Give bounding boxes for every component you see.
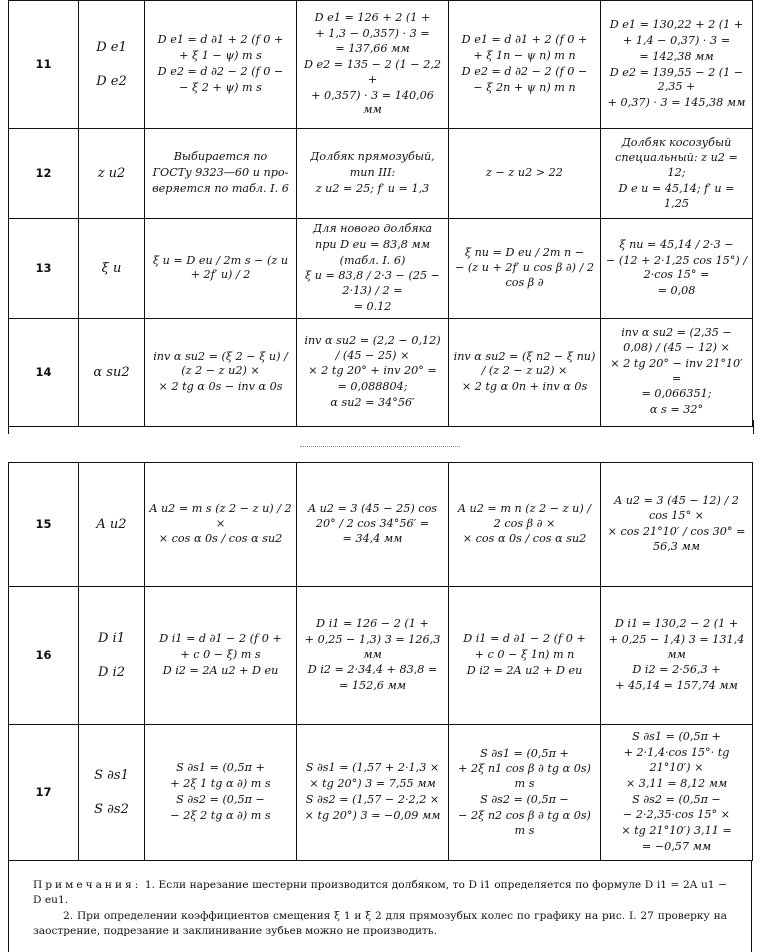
table-continuation — [8, 420, 754, 434]
formula-cell-col3 — [449, 725, 601, 861]
formula-line: D i1 = 126 − 2 (1 + — [316, 617, 429, 631]
formula-line: ГОСТу 9323—60 и про- — [152, 166, 289, 180]
formula-line: ξ nu = D eu / 2m n − — [464, 245, 585, 259]
table-row — [9, 587, 753, 725]
symbol-label: α su2 — [93, 364, 130, 380]
formula-line: z u2 = 25; f′ u = 1,3 — [315, 181, 430, 195]
formula-line: × tg 20°) 3 = −0,09 мм — [304, 808, 441, 822]
row-symbol — [79, 219, 145, 319]
formula-line: Для нового долбяка — [312, 222, 432, 235]
row-symbol — [79, 587, 145, 725]
formula-cell-col4 — [601, 587, 753, 725]
formula-line: inv α su2 = (ξ 2 − ξ u) / (z 2 − z u2) × — [153, 349, 288, 378]
formula-line: × 3,11 = 8,12 мм — [625, 776, 728, 790]
formula-line: inv α su2 = (2,35 − 0,08) / (45 − 12) × — [621, 326, 732, 355]
formula-line: + 1,4 − 0,37) · 3 = — [622, 33, 731, 47]
formula-line: веряется по табл. I. 6 — [152, 181, 289, 195]
formula-line: при D eu = 83,8 мм — [315, 237, 430, 251]
formula-line: × tg 20°) 3 = 7,55 мм — [309, 777, 436, 791]
table-row — [9, 1, 753, 129]
formula-line: = 0,088804; — [337, 380, 408, 394]
formula-line: = −0,57 мм — [641, 839, 712, 853]
symbol-label: ξ u — [101, 260, 122, 276]
symbol-label: z u2 — [97, 165, 126, 181]
formula-line: D e2 = 135 − 2 (1 − 2,2 + — [303, 58, 442, 86]
formula-line: + ξ 1n − ψ n) m n — [473, 49, 576, 63]
formula-cell-col3 — [449, 463, 601, 587]
formula-line: Долбяк прямозубый, — [310, 150, 435, 164]
formula-line: + 45,14 = 157,74 мм — [615, 679, 738, 693]
formula-line: D e u = 45,14; f′ u = 1,25 — [618, 181, 735, 210]
formula-line: D i2 = 2·56,3 + — [632, 663, 721, 677]
formula-line: × cos α 0s / cos α su2 — [158, 532, 283, 546]
row-symbol — [79, 318, 145, 426]
formula-cell-col4 — [601, 725, 753, 861]
formula-line: − (z u + 2f′ u cos β ∂) / 2 cos β ∂ — [454, 261, 595, 290]
formula-line: S ∂s2 = (0,5π − — [176, 793, 265, 806]
formula-line: ξ u = D eu / 2m s − (z u + 2f′ u) / 2 — [152, 253, 289, 282]
formula-cell-col1 — [145, 219, 297, 319]
formula-line: × 2 tg α 0n + inv α 0s — [461, 380, 588, 394]
formula-cell-col4 — [601, 318, 753, 426]
formula-line: × tg 21°10′) 3,11 = — [621, 824, 732, 838]
formula-line: + 2ξ 1 tg α ∂) m s — [170, 777, 271, 791]
formula-line: специальный: z u2 = 12; — [615, 151, 738, 180]
table-row — [9, 219, 753, 319]
formula-cell-col1 — [145, 318, 297, 426]
table-row — [9, 318, 753, 426]
formula-line: S ∂s1 = (0,5π + — [176, 761, 265, 775]
formula-line: D e2 = d ∂2 − 2 (f 0 − — [461, 65, 588, 78]
formula-cell-col1 — [145, 129, 297, 219]
formula-line: + 0,357) · 3 = 140,06 мм — [311, 88, 434, 117]
formula-line: (табл. I. 6) — [339, 253, 406, 267]
formula-line: ξ nu = 45,14 / 2·3 − — [619, 237, 734, 251]
formula-cell-col3 — [449, 129, 601, 219]
notes-title: Примечания: — [33, 879, 142, 891]
formula-line: A u2 = m n (z 2 − z u) / 2 cos β ∂ × — [457, 501, 592, 530]
formula-line: D e2 = 139,55 − 2 (1 − 2,35 + — [609, 65, 744, 94]
row-symbol — [79, 725, 145, 861]
table-row — [9, 725, 753, 861]
formula-cell-col1 — [145, 587, 297, 725]
calculation-table-top — [8, 0, 753, 427]
formula-line: S ∂s1 = (0,5π + — [632, 730, 721, 744]
formula-line: + 0,25 − 1,4) 3 = 131,4 мм — [608, 632, 745, 661]
formula-cell-col4 — [601, 1, 753, 129]
formula-line: A u2 = 3 (45 − 12) / 2 cos 15° × — [614, 494, 739, 523]
formula-line: − 2ξ 2 tg α ∂) m s — [170, 808, 271, 822]
calculation-table-bottom — [8, 462, 753, 861]
formula-line: × cos 21°10′ / cos 30° = 56,3 мм — [607, 525, 746, 553]
formula-cell-col4 — [601, 219, 753, 319]
formula-line: inv α su2 = (ξ n2 − ξ nu) / (z 2 − z u2) × — [453, 349, 596, 378]
formula-line: + ξ 1 − ψ) m s — [179, 49, 262, 63]
formula-line: − ξ 2n + ψ n) m n — [473, 80, 576, 94]
formula-line: D i1 = 130,2 − 2 (1 + — [614, 617, 739, 631]
row-number: 16 — [9, 587, 79, 725]
formula-line: + 1,3 − 0,357) · 3 = — [315, 26, 430, 40]
formula-cell-col2 — [297, 725, 449, 861]
formula-line: − ξ 2 + ψ) m s — [179, 80, 262, 94]
formula-line: z − z u2 > 22 — [486, 166, 563, 180]
formula-line: + c 0 − ξ 1n) m n — [474, 648, 575, 662]
formula-line: × 2 tg α 0s − inv α 0s — [158, 380, 283, 394]
formula-cell-col1 — [145, 725, 297, 861]
formula-cell-col4 — [601, 129, 753, 219]
row-number: 14 — [9, 318, 79, 426]
formula-line: A u2 = 3 (45 − 25) cos 20° / 2 cos 34°56′ = — [307, 501, 438, 530]
formula-line: = 0.12 — [353, 299, 392, 313]
note-1 — [33, 878, 727, 909]
formula-line: × 2 tg 20° − inv 21°10′ = — [610, 356, 743, 385]
formula-line: − 2·2,35·cos 15° × — [622, 808, 731, 822]
row-number: 12 — [9, 129, 79, 219]
formula-line: − 2ξ n2 cos β ∂ tg α 0s) m s — [458, 808, 591, 837]
formula-line: + 2·1,4·cos 15°· tg 21°10′) × — [623, 746, 730, 774]
formula-cell-col1 — [145, 1, 297, 129]
row-number: 15 — [9, 463, 79, 587]
formula-line: D e1 = 126 + 2 (1 + — [314, 10, 431, 24]
table-row — [9, 463, 753, 587]
symbol-label: D e2 — [96, 73, 127, 89]
formula-line: S ∂s2 = (0,5π − — [480, 793, 569, 806]
formula-line: inv α su2 = (2,2 − 0,12) / (45 − 25) × — [304, 333, 441, 362]
formula-cell-col2 — [297, 463, 449, 587]
formula-cell-col2 — [297, 587, 449, 725]
symbol-label: D i1 — [98, 631, 125, 647]
symbol-label: A u2 — [96, 516, 127, 532]
row-number: 11 — [9, 1, 79, 129]
row-number: 13 — [9, 219, 79, 319]
row-symbol — [79, 1, 145, 129]
formula-line: α su2 = 34°56′ — [330, 395, 415, 409]
symbol-label: D e1 — [96, 40, 127, 56]
formula-line: D e1 = d ∂1 + 2 (f 0 + — [157, 33, 284, 47]
formula-line: + 2ξ n1 cos β ∂ tg α 0s) m s — [458, 762, 591, 791]
formula-line: + 0,37) · 3 = 145,38 мм — [607, 96, 746, 110]
formula-line: тип III: — [349, 166, 396, 180]
formula-cell-col3 — [449, 318, 601, 426]
formula-line: S ∂s1 = (0,5π + — [480, 746, 569, 760]
formula-line: = 137,66 мм — [335, 42, 410, 56]
formula-cell-col3 — [449, 587, 601, 725]
formula-line: = 0,066351; — [641, 387, 712, 401]
row-symbol — [79, 463, 145, 587]
formula-line: α s = 32° — [649, 403, 704, 417]
formula-line: S ∂s1 = (1,57 + 2·1,3 × — [305, 761, 440, 775]
formula-line: = 152,6 мм — [338, 679, 407, 693]
formula-cell-col3 — [449, 219, 601, 319]
formula-line: − (12 + 2·1,25 cos 15°) / 2·cos 15° = — [606, 253, 747, 282]
formula-line: D i1 = d ∂1 − 2 (f 0 + — [159, 632, 282, 646]
formula-line: Долбяк косозубый — [621, 135, 732, 149]
formula-line: D i2 = 2A u2 + D eu — [466, 663, 583, 677]
symbol-label: D i2 — [98, 664, 125, 680]
formula-line: Выбирается по — [173, 150, 268, 164]
formula-line: A u2 = m s (z 2 − z u) / 2 × — [149, 501, 292, 530]
note-1-text: 1. Если нарезание шестерни производится долбяком, то D i1 определяется по формуле D i1 = 2A u1 − D eu1. — [33, 879, 727, 907]
formula-line: S ∂s2 = (0,5π − — [632, 792, 721, 806]
formula-line: + 0,25 − 1,3) 3 = 126,3 мм — [304, 632, 441, 661]
symbol-label: S ∂s1 — [94, 768, 129, 784]
row-number: 17 — [9, 725, 79, 861]
symbol-label: S ∂s2 — [94, 801, 129, 817]
table-notes — [8, 860, 752, 952]
formula-line: S ∂s2 = (1,57 − 2·2,2 × — [305, 793, 440, 806]
table-row — [9, 129, 753, 219]
page-divider — [300, 446, 460, 447]
formula-line: D e1 = d ∂1 + 2 (f 0 + — [461, 33, 588, 47]
note-2: 2. При определении коэффициентов смещения ξ 1 и ξ 2 для прямозубых колес по графику на рис. I. 27 проверку на заострение, подрезание и заклинивание зубьев можно не производить. — [33, 909, 727, 938]
formula-cell-col2 — [297, 318, 449, 426]
row-symbol — [79, 129, 145, 219]
formula-line: D e1 = 130,22 + 2 (1 + — [609, 18, 744, 32]
formula-cell-col2 — [297, 219, 449, 319]
formula-line: D i1 = d ∂1 − 2 (f 0 + — [463, 632, 586, 646]
formula-cell-col1 — [145, 463, 297, 587]
formula-line: + c 0 − ξ) m s — [180, 648, 261, 662]
formula-line: = 34,4 мм — [342, 532, 403, 546]
formula-line: ξ u = 83,8 / 2·3 − (25 − 2·13) / 2 = — [304, 269, 440, 298]
formula-cell-col2 — [297, 129, 449, 219]
formula-cell-col4 — [601, 463, 753, 587]
formula-line: × 2 tg 20° + inv 20° = — [308, 364, 437, 378]
formula-line: D e2 = d ∂2 − 2 (f 0 − — [157, 65, 284, 78]
formula-cell-col3 — [449, 1, 601, 129]
formula-cell-col2 — [297, 1, 449, 129]
formula-line: D i2 = 2A u2 + D eu — [162, 663, 279, 677]
formula-line: = 0,08 — [657, 284, 696, 298]
formula-line: D i2 = 2·34,4 + 83,8 = — [307, 663, 438, 677]
formula-line: = 142,38 мм — [639, 49, 714, 63]
formula-line: × cos α 0s / cos α su2 — [462, 532, 587, 546]
